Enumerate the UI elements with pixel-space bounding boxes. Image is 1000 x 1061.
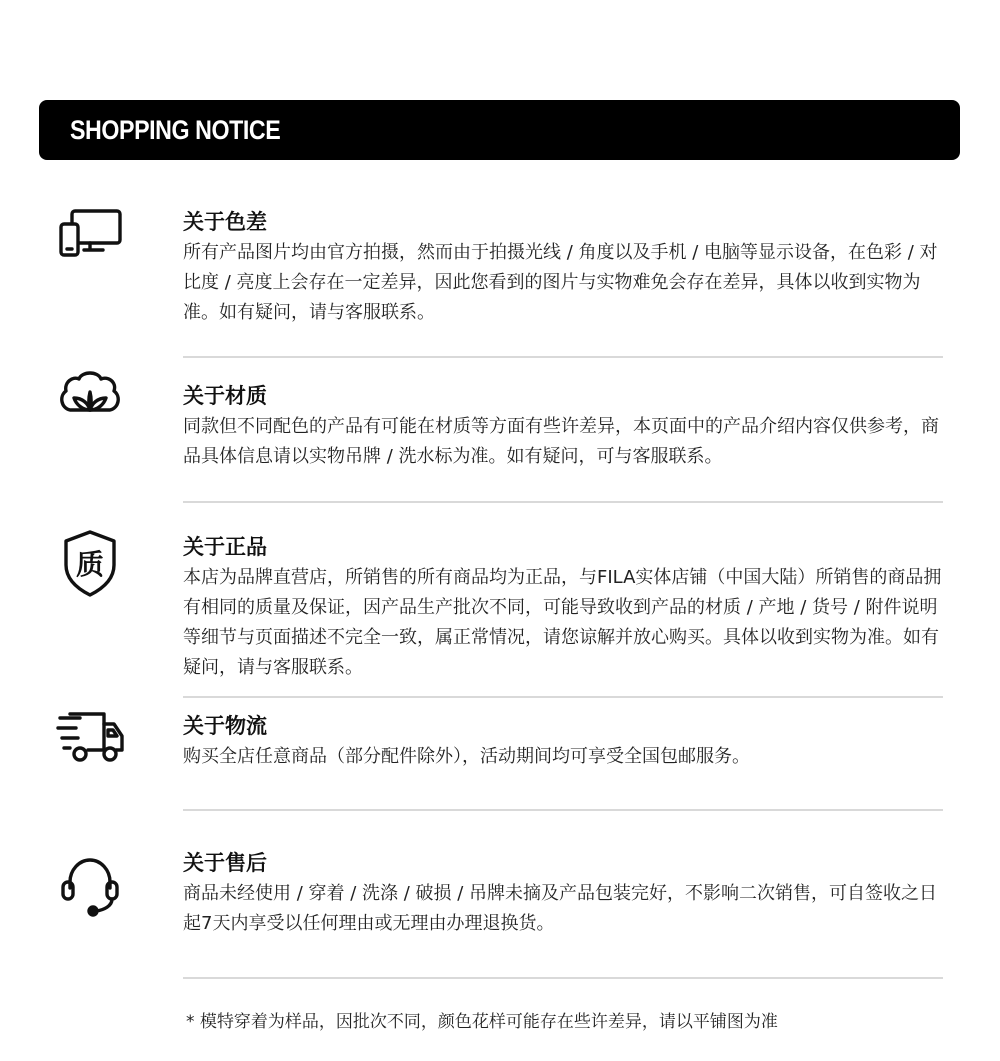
footnote: * 模特穿着为样品，因批次不同，颜色花样可能存在些许差异，请以平铺图为准 [186,1012,778,1032]
section-title: 关于色差 [183,210,267,234]
section-title: 关于售后 [183,851,267,875]
section-divider [183,977,943,979]
section-title: 关于材质 [183,384,267,408]
section-divider [183,809,943,811]
section-body: 同款但不同配色的产品有可能在材质等方面有些许差异，本页面中的产品介绍内容仅供参考，商品具体信息请以实物吊牌 / 洗水标为准。如有疑问，可与客服联系。 [183,416,939,467]
shopping-notice-header [39,100,960,160]
devices-icon [54,198,126,270]
delivery-truck-icon [54,700,126,772]
section-title: 关于正品 [183,535,267,559]
section-divider [183,501,943,503]
section-divider [183,696,943,698]
section-divider [183,356,943,358]
section-title: 关于物流 [183,714,267,738]
cotton-icon [54,358,126,430]
header-title: SHOPPING NOTICE [70,115,281,145]
quality-shield-icon [54,528,126,600]
section-body: 所有产品图片均由官方拍摄，然而由于拍摄光线 / 角度以及手机 / 电脑等显示设备，在色彩 / 对比度 / 亮度上会存在一定差异，因此您看到的图片与实物难免会存在差异，具体以收到实物为准。如有疑问，请与客服联系。 [183,242,938,323]
section-body: 购买全店任意商品（部分配件除外），活动期间均可享受全国包邮服务。 [183,746,750,767]
section-body: 本店为品牌直营店，所销售的所有商品均为正品，与FILA实体店铺（中国大陆）所销售的商品拥有相同的质量及保证，因产品生产批次不同，可能导致收到产品的材质 / 产地 / 货号 / 附件说明等细节与页面描述不完全一致，属正常情况，请您谅解并放心购买。具体以收到实物为准。如有疑问，请与客服联系。 [183,567,942,678]
section-body: 商品未经使用 / 穿着 / 洗涤 / 破损 / 吊牌未摘及产品包装完好，不影响二次销售，可自签收之日起7天内享受以任何理由或无理由办理退换货。 [183,883,938,934]
svg-text:质: 质 [75,548,105,581]
headset-icon [54,850,126,922]
